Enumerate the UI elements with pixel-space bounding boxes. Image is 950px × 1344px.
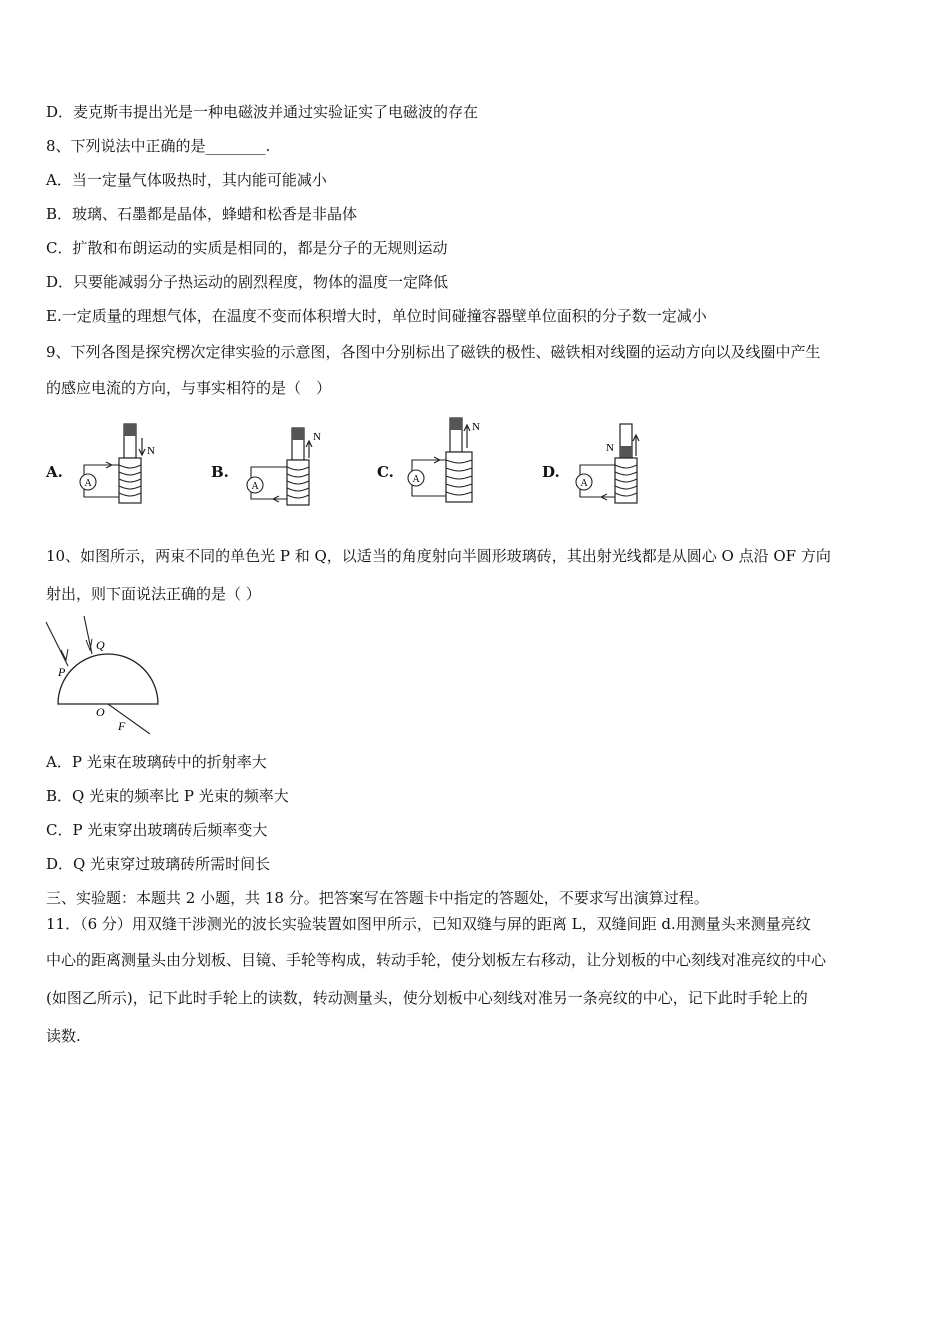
magnet-pole-end — [292, 428, 304, 440]
pole-label: N — [472, 421, 480, 433]
q9-stem-line1: 9、下列各图是探究楞次定律实验的示意图，各图中分别标出了磁铁的极性、磁铁相对线圈的运动方向以及线圈中产生 — [46, 343, 821, 361]
q11-line4: 读数. — [46, 1027, 81, 1045]
pole-label: N — [147, 445, 155, 457]
magnet-pole-end — [620, 446, 632, 458]
label-f: F — [118, 719, 126, 733]
ammeter-label: A — [580, 478, 588, 489]
ammeter-label: A — [84, 478, 92, 489]
q11-line1: 11．（6 分）用双缝干涉测光的波长实验装置如图甲所示，已知双缝与屏的距离 L，双缝间距 d.用测量头来测量亮纹 — [46, 915, 811, 933]
q10-option-b: B．Q 光束的频率比 P 光束的频率大 — [46, 787, 289, 805]
q10-stem-line2: 射出，则下面说法正确的是（ ） — [46, 585, 261, 603]
section-3-heading: 三、实验题：本题共 2 小题，共 18 分。把答案写在答题卡中指定的答题处，不要求写出演算过程。 — [46, 889, 709, 907]
q9-figure-c — [406, 412, 501, 513]
q8-option-a: A．当一定量气体吸热时，其内能可能减小 — [46, 171, 327, 189]
magnet-pole-end — [450, 418, 462, 430]
ammeter-label: A — [251, 481, 259, 492]
q10-option-c: C．P 光束穿出玻璃砖后频率变大 — [46, 821, 268, 839]
q8-option-d: D．只要能减弱分子热运动的剧烈程度，物体的温度一定降低 — [46, 273, 449, 291]
magnet-pole-end — [124, 424, 136, 436]
label-p: P — [58, 665, 66, 679]
q8-option-b: B．玻璃、石墨都是晶体，蜂蜡和松香是非晶体 — [46, 205, 358, 223]
ray-of — [108, 704, 150, 734]
pole-label: N — [606, 442, 614, 454]
ray-p — [46, 622, 68, 666]
q7-option-d: D．麦克斯韦提出光是一种电磁波并通过实验证实了电磁波的存在 — [46, 103, 479, 121]
q9-label-b: B. — [211, 463, 229, 481]
label-q: Q — [96, 638, 105, 652]
q10-option-a: A．P 光束在玻璃砖中的折射率大 — [46, 753, 267, 771]
q9-figure-b — [241, 418, 331, 513]
q9-label-d: D. — [542, 463, 560, 481]
q10-option-d: D．Q 光束穿过玻璃砖所需时间长 — [46, 855, 271, 873]
pole-label: N — [313, 431, 321, 443]
q9-figure-d — [570, 418, 660, 513]
label-o: O — [96, 705, 105, 719]
q8-option-e: E.一定质量的理想气体，在温度不变而体积增大时，单位时间碰撞容器壁单位面积的分子数一定减小 — [46, 307, 707, 325]
q8-option-c: C．扩散和布朗运动的实质是相同的，都是分子的无规则运动 — [46, 239, 448, 257]
q9-label-c: C. — [377, 463, 394, 481]
q11-line2: 中心的距离测量头由分划板、目镜、手轮等构成，转动手轮，使分划板左右移动，让分划板的中心刻线对准亮纹的中心 — [46, 951, 827, 969]
q9-figure-a — [76, 418, 166, 513]
q10-stem-line1: 10、如图所示，两束不同的单色光 P 和 Q，以适当的角度射向半圆形玻璃砖，其出射光线都是从圆心 O 点沿 OF 方向 — [46, 547, 831, 565]
q10-figure — [44, 614, 164, 739]
q11-line3: (如图乙所示)，记下此时手轮上的读数，转动测量头，使分划板中心刻线对准另一条亮纹的中心，记下此时手轮上的 — [46, 989, 808, 1007]
q9-label-a: A. — [46, 463, 63, 481]
semicircle-glass — [58, 654, 158, 704]
ammeter-label: A — [412, 474, 420, 485]
q8-stem: 8、下列说法中正确的是________. — [46, 137, 271, 155]
q9-stem-line2: 的感应电流的方向，与事实相符的是（ ） — [46, 379, 332, 397]
